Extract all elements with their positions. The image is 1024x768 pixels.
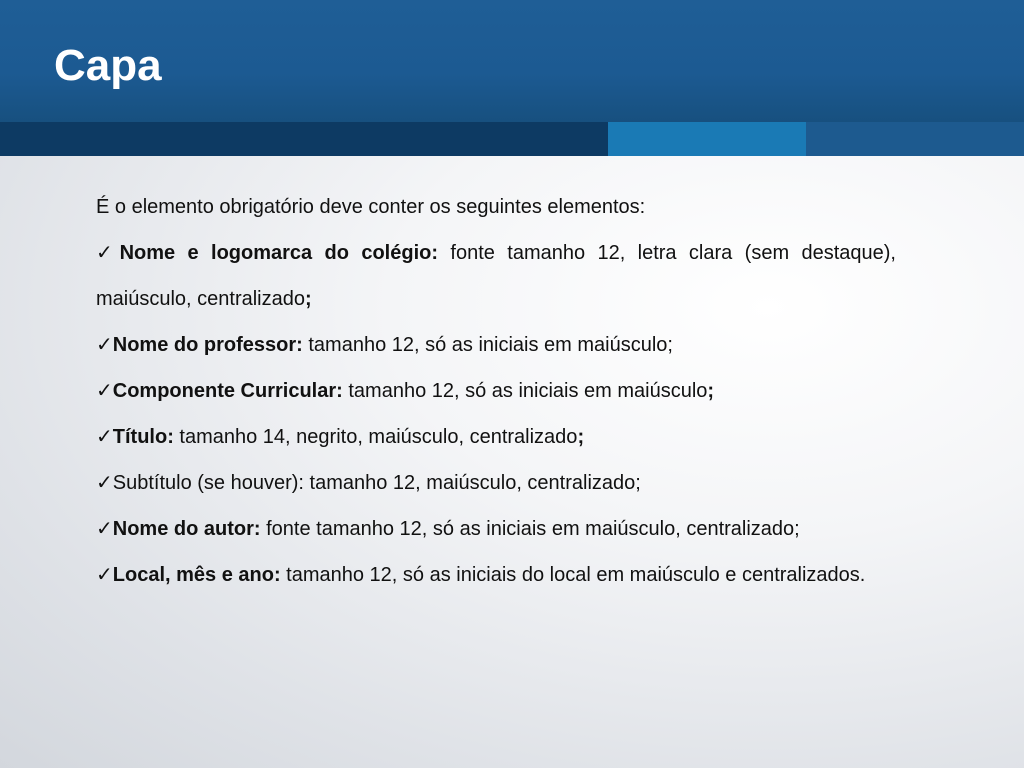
accent-bar-light xyxy=(608,122,806,156)
list-item xyxy=(96,368,896,414)
item-text: fonte tamanho 12, só as iniciais em maiúsculo, centralizado; xyxy=(260,518,800,540)
accent-bar-dark xyxy=(0,122,608,156)
list-item xyxy=(96,552,896,598)
item-text: tamanho 14, negrito, maiúsculo, centralizado xyxy=(173,426,578,448)
item-text: tamanho 12, só as iniciais do local em maiúsculo e centralizados. xyxy=(280,564,866,586)
item-label: Local, mês e ano: xyxy=(112,564,281,586)
item-label: Título: xyxy=(112,426,174,448)
title-band xyxy=(0,0,1024,122)
item-end: ; xyxy=(577,426,585,448)
checkmark-icon: ✓ xyxy=(96,334,113,356)
checkmark-icon: ✓ xyxy=(96,242,120,264)
slide-title: Capa xyxy=(54,41,162,90)
checkmark-icon: ✓ xyxy=(96,426,113,448)
item-text: fonte tamanho 12, letra clara (sem destaque), maiúsculo, centralizado xyxy=(96,242,896,310)
item-label: Nome e logomarca do colégio: xyxy=(119,242,439,264)
checkmark-icon: ✓ xyxy=(96,564,113,586)
list-item xyxy=(96,230,896,322)
item-label: Componente Curricular: xyxy=(112,380,343,402)
item-label: Nome do autor: xyxy=(112,518,261,540)
list-item xyxy=(96,460,896,506)
checkmark-icon: ✓ xyxy=(96,472,113,494)
checkmark-icon: ✓ xyxy=(96,518,113,540)
item-text: tamanho 12, só as iniciais em maiúsculo xyxy=(342,380,708,402)
checkmark-icon: ✓ xyxy=(96,380,113,402)
list-item xyxy=(96,414,896,460)
item-end: ; xyxy=(305,288,312,310)
item-text: tamanho 12, só as iniciais em maiúsculo; xyxy=(302,334,673,356)
slide-body xyxy=(96,184,896,598)
item-end: ; xyxy=(707,380,715,402)
list-item xyxy=(96,506,896,552)
list-item xyxy=(96,322,896,368)
item-text: Subtítulo (se houver): tamanho 12, maiúsculo, centralizado; xyxy=(112,472,641,494)
intro-text: É o elemento obrigatório deve conter os seguintes elementos: xyxy=(96,196,646,218)
accent-bar-right xyxy=(806,122,1024,156)
item-label: Nome do professor: xyxy=(112,334,303,356)
